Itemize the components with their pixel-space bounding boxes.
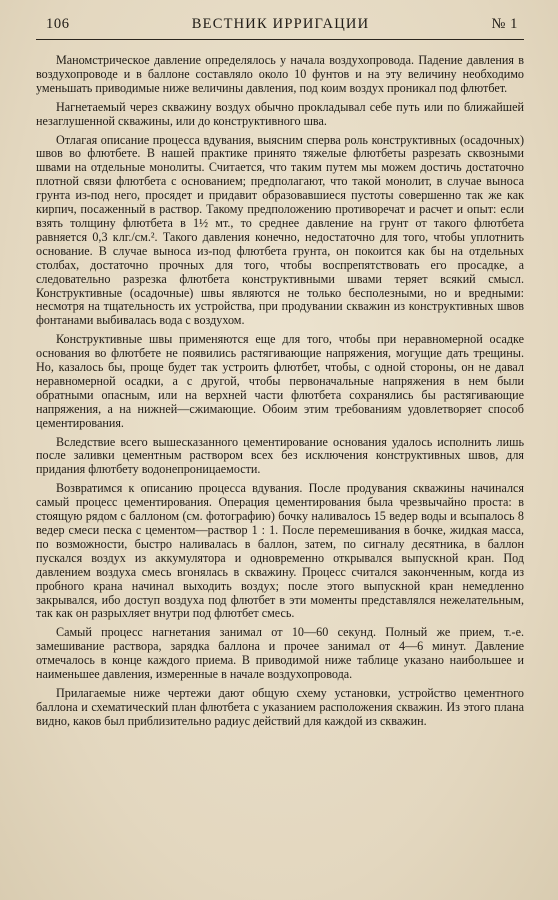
paragraph: Возвратимся к описанию процесса вдувания. После продувания скважины начинался самый процесс цементирования. Операция цементирования была чрезвычайно проста: в стоящую рядом с баллоном (см. фотографию) бочку наливалось 15 ведер воды и всыпалось 8 ведер смеси песка с цементом—раствор 1 : 1. После перемешивания в бочке, жидкая масса, по возможности, быстро наливалась в баллон, затем, по сигналу десятника, в баллон пускался воздух из аккумулятора и одновременно открывался выпускной кран. Под давлением воздуха смесь вгонялась в скважину. Процесс считался законченным, когда из пробного крана начинал выходить воздух; после этого выпускной кран немедленно закрывался, ибо доступ воздуха под флютбет в эти моменты представлялся нежелательным, так как он разрыхляет внутри под флютбет смесь.: [36, 481, 524, 621]
paragraph: Вследствие всего вышесказанного цементирование основания удалось исполнить лишь после заливки цементным раствором всех без исключения конструктивных швов, для придания флютбету водонепроницаемости.: [36, 434, 524, 477]
paragraph: Отлагая описание процесса вдувания, выясним сперва роль конструктивных (осадочных) швов во флютбете. В нашей практике принято тяжелые флютбеты разрезать сквозными швами на отдельные монолиты. Считается, что таким путем мы можем достичь достаточно плотной связи флютбета с основанием; предполагают, что такой монолит, в случае выноса грунта из-под него, просядет и придавит образовавшиеся пустоты совершенно так же как кирпич, посаженный в раствор. Такому предположению противоречат и расчет и опыт: если взять толщину флютбета в 1½ мт., то среднее давление на грунт от такого флютбета равняется 0,3 клг./см.². Такого давления конечно, недостаточно для того, чтобы уплотнить основание. В случае выноса из-под флютбета грунта, он покоится как бы на отдельных столбах, достаточно прочных для того, чтобы воспрепятствовать его просадке, а следовательно разрезка флютбета конструктивными швами теряет всякий смысл. Конструктивные (осадочные) швы являются не только бесполезными, но и вредными: несмотря на тщательность их устройства, при продувании скважин из конструктивных швов фонтанами выбивалась вода с воздухом.: [36, 132, 524, 328]
paragraph: Прилагаемые ниже чертежи дают общую схему установки, устройство цементного баллона и схематический план флютбета с указанием расположения скважин. Из этого плана видно, каков был приблизительно радиус действий для каждой из скважин.: [36, 685, 524, 728]
journal-title: ВЕСТНИК ИРРИГАЦИИ: [191, 16, 370, 32]
article-body: [36, 54, 524, 729]
paragraph: Самый процесс нагнетания занимал от 10—60 секунд. Полный же прием, т.-е. замешивание раствора, зарядка баллона и прочее занимал от 4—6 минут. Давление отмечалось в конце каждого приема. В приводимой ниже таблице указано наибольшее и наименьшее давления, измеренные в начале воздухопровода.: [36, 625, 524, 682]
page-number: 106: [46, 16, 70, 32]
paragraph: Нагнетаемый через скважину воздух обычно прокладывал себе путь или по ближайшей незаглушенной скважины, или до конструктивного шва.: [36, 99, 524, 128]
running-header: [36, 16, 524, 40]
paragraph: Маномстрическое давление определялось у начала воздухопровода. Падение давления в воздухопроводе и в баллоне составляло около 10 фунтов и на эту величину необходимо уменьшать приводимые ниже величины давления, под коим воздух проникал под флютбет.: [36, 53, 524, 95]
issue-number: № 1: [491, 16, 518, 32]
paragraph: Конструктивные швы применяются еще для того, чтобы при неравномерной осадке основания во флютбете не появились растягивающие напряжения, могущие дать трещины. Но, казалось бы, проще будет так устроить флютбет, чтобы, с одной стороны, он не давал неравномерной осадки, а с другой, чтобы первоначальные напряжения в нем были обратными опасным, или на верхней части флютбета сохранялись бы растягивающие напряжения, а на нижней—сжимающие. Обоим этим требованиям удовлетворяет способ цементирования.: [36, 332, 524, 430]
